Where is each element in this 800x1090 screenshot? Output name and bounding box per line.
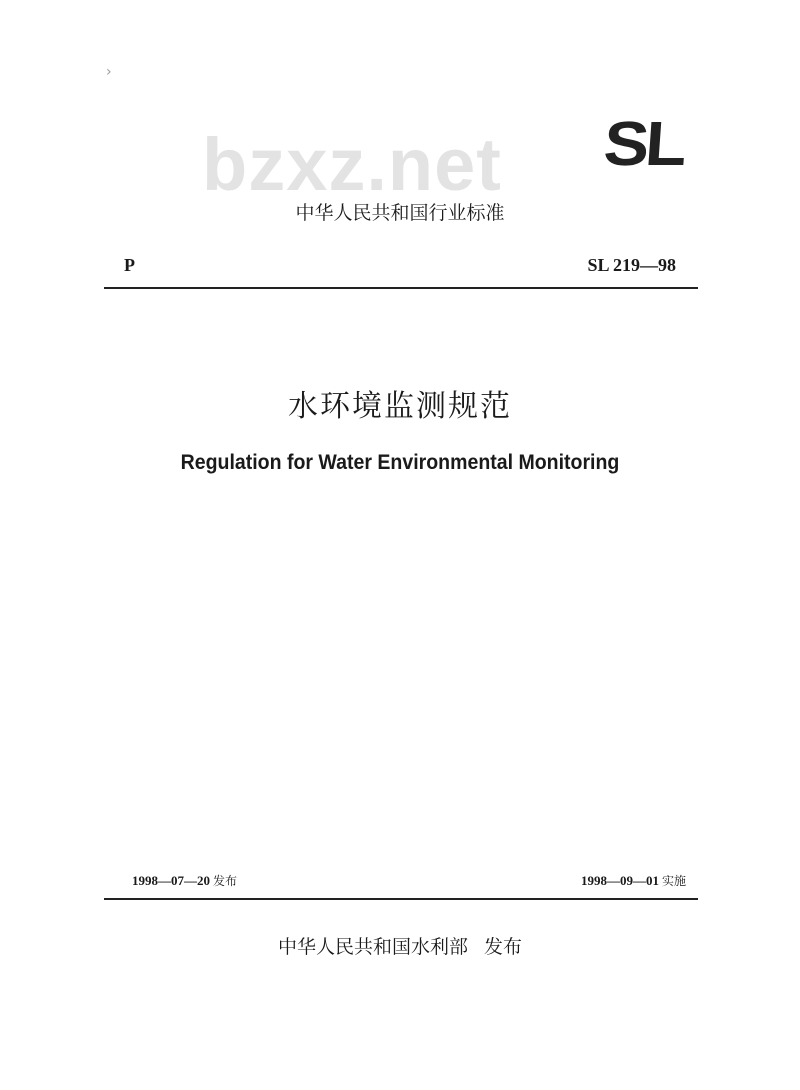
watermark: bzxz.net <box>202 123 502 206</box>
issue-date-label: 发布 <box>213 874 238 888</box>
classification-code: P <box>124 255 135 275</box>
implementation-date-label: 实施 <box>661 874 686 888</box>
bottom-divider <box>104 898 698 900</box>
implementation-date-value: 1998—09—01 <box>580 873 659 888</box>
sl-logo: SL <box>601 109 686 179</box>
publisher-line <box>0 932 800 959</box>
implementation-date <box>581 872 686 889</box>
standard-number: SL 219—98 <box>587 255 676 275</box>
standard-type-heading: 中华人民共和国行业标准 <box>295 202 505 224</box>
corner-chevron-icon: › <box>106 64 112 80</box>
document-title-english: Regulation for Water Environmental Monitoring <box>180 451 620 474</box>
issue-date-value: 1998—07—20 <box>132 873 210 888</box>
issue-date <box>132 872 237 889</box>
publisher-name: 中华人民共和国水利部 <box>277 936 468 958</box>
document-title-chinese: 水环境监测规范 <box>288 389 512 424</box>
publisher-action: 发布 <box>484 936 523 958</box>
top-divider <box>104 287 698 289</box>
